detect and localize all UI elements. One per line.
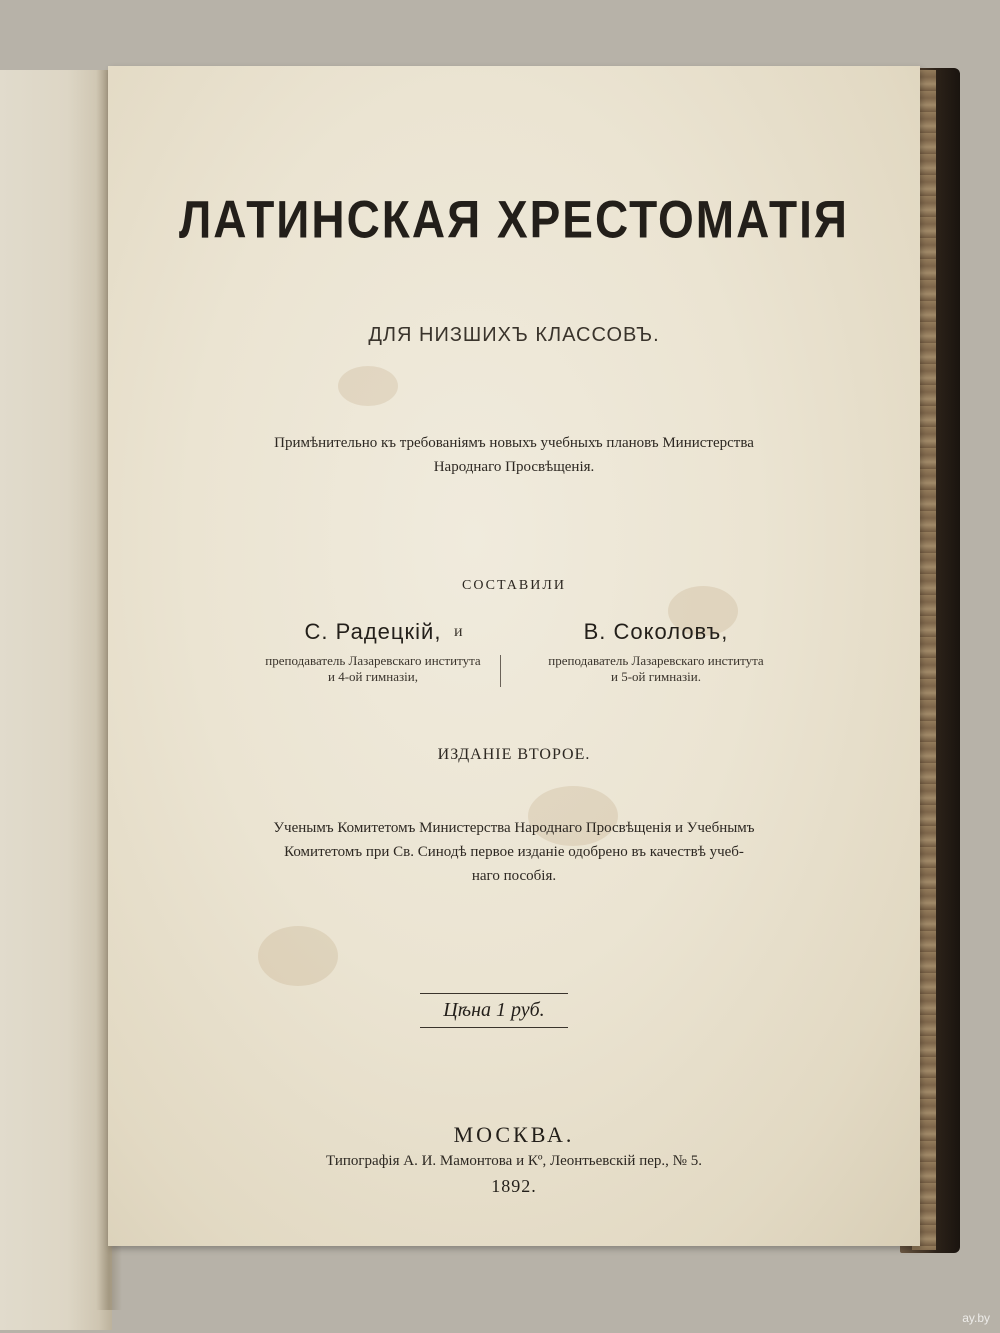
conjunction: и — [454, 623, 463, 640]
author-description — [506, 653, 806, 685]
author-radetsky — [228, 619, 518, 685]
compiled-label: СОСТАВИЛИ — [462, 578, 566, 593]
publication-year: 1892. — [491, 1176, 537, 1196]
rule-line — [420, 993, 568, 994]
approval-line: наго пособія. — [471, 868, 557, 884]
printer-imprint: Типографія А. И. Мамонтова и Кº, Леонтьевскій пер., № 5. — [326, 1153, 702, 1169]
note-line: Народнаго Просвѣщенія. — [433, 459, 595, 475]
edition-label: ИЗДАНІЕ ВТОРОЕ. — [437, 746, 591, 763]
author-desc-line: преподаватель Лазаревскаго института — [548, 653, 764, 668]
rule-line — [420, 1027, 568, 1028]
authors-block — [108, 619, 920, 699]
author-divider — [500, 655, 501, 687]
author-sokolov — [506, 619, 806, 685]
book-title: ЛАТИНСКАЯ ХРЕСТОМАТІЯ — [179, 189, 849, 249]
approval-note — [108, 816, 920, 888]
curriculum-note — [108, 431, 920, 479]
title-page — [108, 66, 920, 1246]
foxing-stain — [258, 926, 338, 986]
author-desc-line: и 4-ой гимназіи, — [328, 669, 418, 684]
price: Цѣна 1 руб. — [443, 999, 545, 1021]
approval-line: Комитетомъ при Св. Синодѣ первое изданіе одобрено въ качествѣ учеб- — [284, 844, 744, 860]
author-desc-line: и 5-ой гимназіи. — [611, 669, 701, 684]
price-box — [420, 990, 568, 1031]
author-description — [228, 653, 518, 685]
author-name: В. Соколовъ, — [583, 619, 729, 644]
author-name: С. Радецкій, — [304, 619, 442, 644]
watermark: ay.by — [962, 1311, 990, 1325]
book-subtitle: ДЛЯ НИЗШИХЪ КЛАССОВЪ. — [368, 324, 660, 346]
note-line: Примѣнительно къ требованіямъ новыхъ учебныхъ плановъ Министерства — [274, 435, 754, 451]
approval-line: Ученымъ Комитетомъ Министерства Народнаго Просвѣщенія и Учебнымъ — [273, 820, 755, 836]
author-desc-line: преподаватель Лазаревскаго института — [265, 653, 481, 668]
foxing-stain — [338, 366, 398, 406]
publication-city: МОСКВА. — [453, 1122, 575, 1147]
